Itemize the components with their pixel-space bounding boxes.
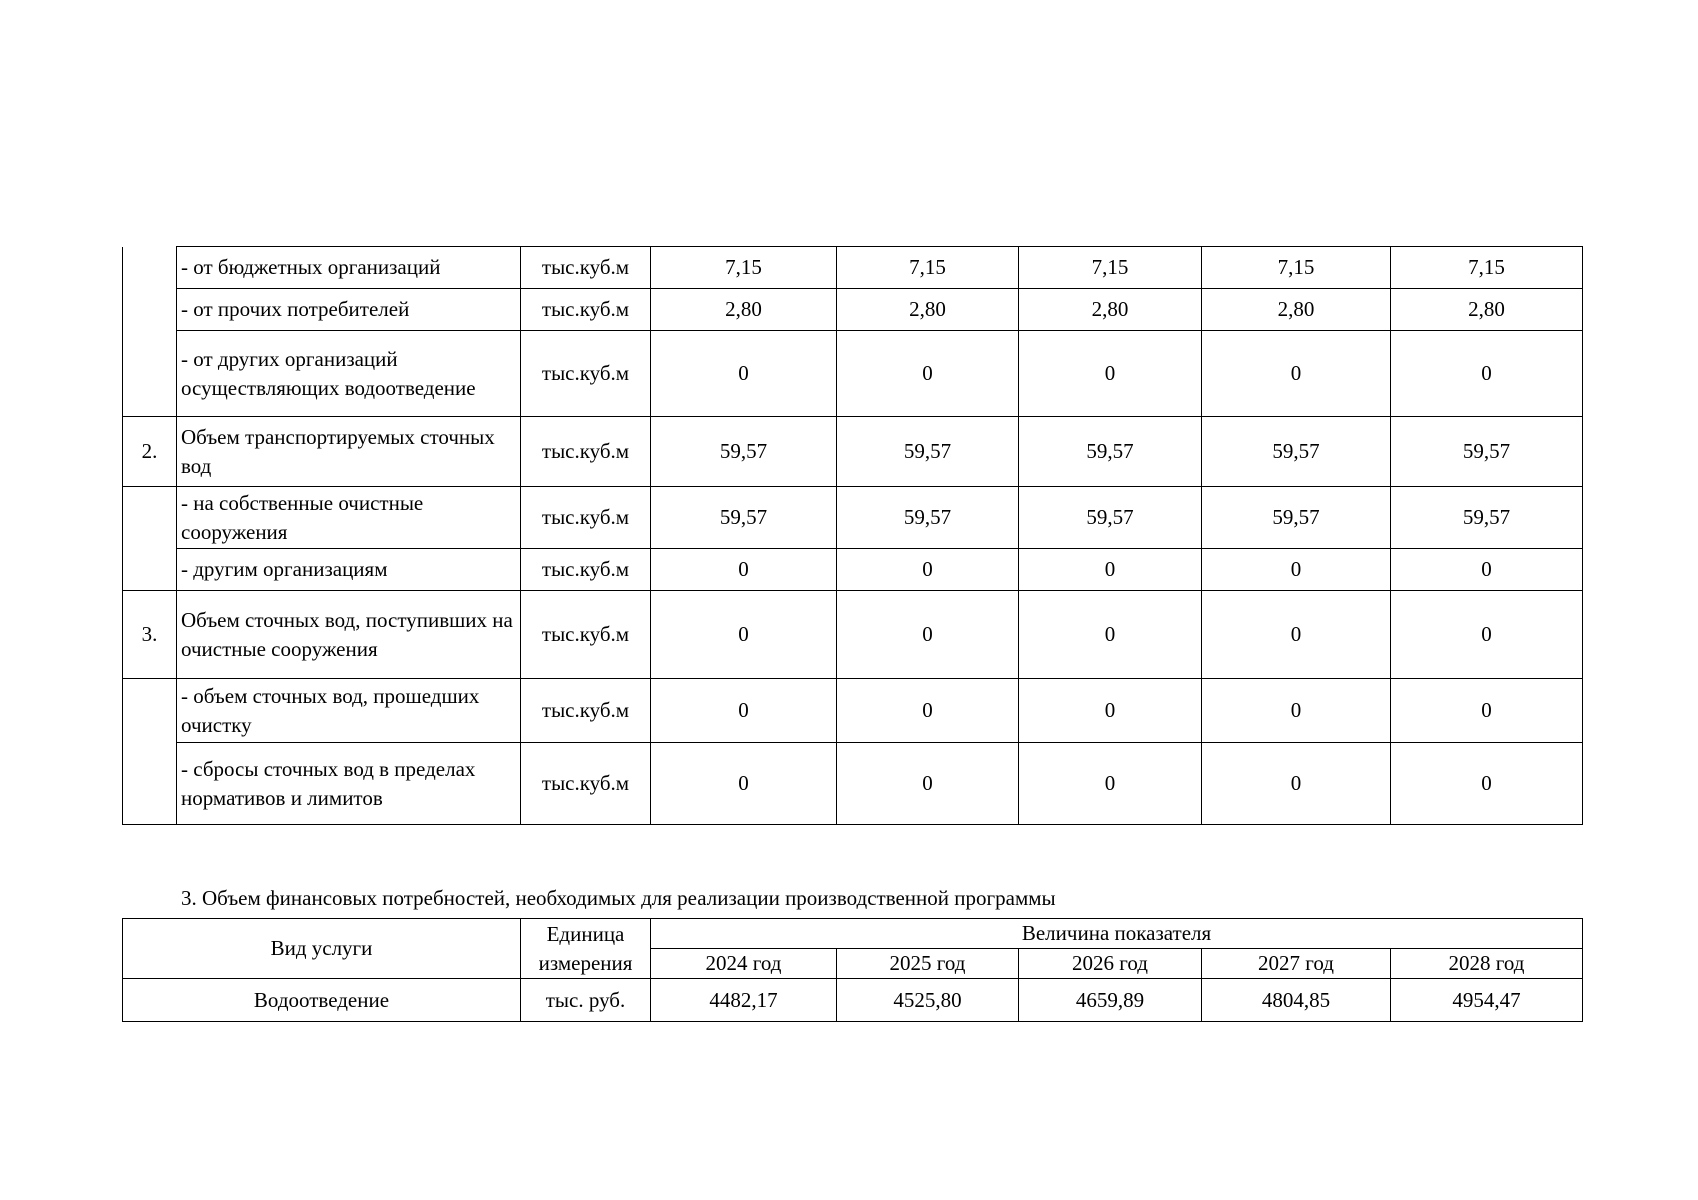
- value-2026: 4659,89: [1019, 979, 1202, 1022]
- value-2027: 59,57: [1202, 487, 1391, 549]
- value-2024: 59,57: [651, 417, 837, 487]
- row-unit: тыс.куб.м: [521, 679, 651, 743]
- table-row: [123, 331, 1583, 417]
- header-year-2028: 2028 год: [1391, 949, 1583, 979]
- value-2025: 0: [837, 591, 1019, 679]
- row-unit: тыс.куб.м: [521, 417, 651, 487]
- row-name: - от других организаций осуществляющих водоотведение: [177, 331, 521, 417]
- table-row: [123, 549, 1583, 591]
- header-year-2025: 2025 год: [837, 949, 1019, 979]
- row-name: - на собственные очистные сооружения: [177, 487, 521, 549]
- value-2027: 4804,85: [1202, 979, 1391, 1022]
- value-2028: 4954,47: [1391, 979, 1583, 1022]
- value-2024: 4482,17: [651, 979, 837, 1022]
- value-2027: 2,80: [1202, 289, 1391, 331]
- value-2024: 59,57: [651, 487, 837, 549]
- section-title: 3. Объем финансовых потребностей, необходимых для реализации производственной программы: [181, 886, 1056, 910]
- value-2027: 0: [1202, 549, 1391, 591]
- header-value: Величина показателя: [651, 919, 1583, 949]
- header-row: [123, 919, 1583, 949]
- value-2026: 59,57: [1019, 487, 1202, 549]
- value-2025: 59,57: [837, 417, 1019, 487]
- row-name: - от бюджетных организаций: [177, 247, 521, 289]
- row-name: - сбросы сточных вод в пределах нормативов и лимитов: [177, 743, 521, 825]
- value-2028: 0: [1391, 679, 1583, 743]
- table-row: [123, 417, 1583, 487]
- service-unit: тыс. руб.: [521, 979, 651, 1022]
- value-2025: 0: [837, 549, 1019, 591]
- value-2026: 0: [1019, 743, 1202, 825]
- row-number: 3.: [123, 591, 177, 679]
- table-row: [123, 487, 1583, 549]
- header-service: Вид услуги: [123, 919, 521, 979]
- value-2028: 0: [1391, 743, 1583, 825]
- row-unit: тыс.куб.м: [521, 743, 651, 825]
- table-row: [123, 679, 1583, 743]
- value-2026: 0: [1019, 591, 1202, 679]
- row-number-cell: [123, 679, 177, 825]
- row-unit: тыс.куб.м: [521, 591, 651, 679]
- value-2024: 0: [651, 331, 837, 417]
- value-2025: 0: [837, 679, 1019, 743]
- row-name: Объем транспортируемых сточных вод: [177, 417, 521, 487]
- row-name: Объем сточных вод, поступивших на очистные сооружения: [177, 591, 521, 679]
- table-row: [123, 289, 1583, 331]
- value-2024: 0: [651, 743, 837, 825]
- value-2028: 0: [1391, 331, 1583, 417]
- row-unit: тыс.куб.м: [521, 331, 651, 417]
- row-unit: тыс.куб.м: [521, 487, 651, 549]
- value-2025: 0: [837, 331, 1019, 417]
- value-2027: 0: [1202, 591, 1391, 679]
- row-name: - объем сточных вод, прошедших очистку: [177, 679, 521, 743]
- row-number: 2.: [123, 417, 177, 487]
- service-name: Водоотведение: [123, 979, 521, 1022]
- header-year-2026: 2026 год: [1019, 949, 1202, 979]
- indicators-table: [122, 246, 1583, 825]
- value-2027: 0: [1202, 331, 1391, 417]
- row-name: - другим организациям: [177, 549, 521, 591]
- table-row: [123, 743, 1583, 825]
- value-2027: 7,15: [1202, 247, 1391, 289]
- row-name: - от прочих потребителей: [177, 289, 521, 331]
- row-unit: тыс.куб.м: [521, 289, 651, 331]
- value-2025: 0: [837, 743, 1019, 825]
- value-2026: 0: [1019, 679, 1202, 743]
- value-2028: 59,57: [1391, 487, 1583, 549]
- value-2024: 0: [651, 549, 837, 591]
- row-unit: тыс.куб.м: [521, 247, 651, 289]
- value-2024: 0: [651, 679, 837, 743]
- row-number-cell: [123, 487, 177, 591]
- value-2027: 0: [1202, 743, 1391, 825]
- table-row: [123, 247, 1583, 289]
- value-2026: 59,57: [1019, 417, 1202, 487]
- header-unit: Единица измерения: [521, 919, 651, 979]
- value-2026: 2,80: [1019, 289, 1202, 331]
- value-2028: 0: [1391, 591, 1583, 679]
- row-unit: тыс.куб.м: [521, 549, 651, 591]
- value-2024: 7,15: [651, 247, 837, 289]
- table-row: [123, 979, 1583, 1022]
- value-2028: 2,80: [1391, 289, 1583, 331]
- value-2024: 0: [651, 591, 837, 679]
- value-2026: 0: [1019, 331, 1202, 417]
- value-2026: 0: [1019, 549, 1202, 591]
- value-2025: 7,15: [837, 247, 1019, 289]
- value-2028: 59,57: [1391, 417, 1583, 487]
- value-2028: 7,15: [1391, 247, 1583, 289]
- value-2025: 2,80: [837, 289, 1019, 331]
- header-year-2027: 2027 год: [1202, 949, 1391, 979]
- header-year-2024: 2024 год: [651, 949, 837, 979]
- value-2025: 59,57: [837, 487, 1019, 549]
- value-2027: 59,57: [1202, 417, 1391, 487]
- row-number-cell: [123, 247, 177, 417]
- value-2027: 0: [1202, 679, 1391, 743]
- table-row: [123, 591, 1583, 679]
- financial-needs-table: [122, 918, 1583, 1022]
- value-2028: 0: [1391, 549, 1583, 591]
- value-2026: 7,15: [1019, 247, 1202, 289]
- value-2025: 4525,80: [837, 979, 1019, 1022]
- value-2024: 2,80: [651, 289, 837, 331]
